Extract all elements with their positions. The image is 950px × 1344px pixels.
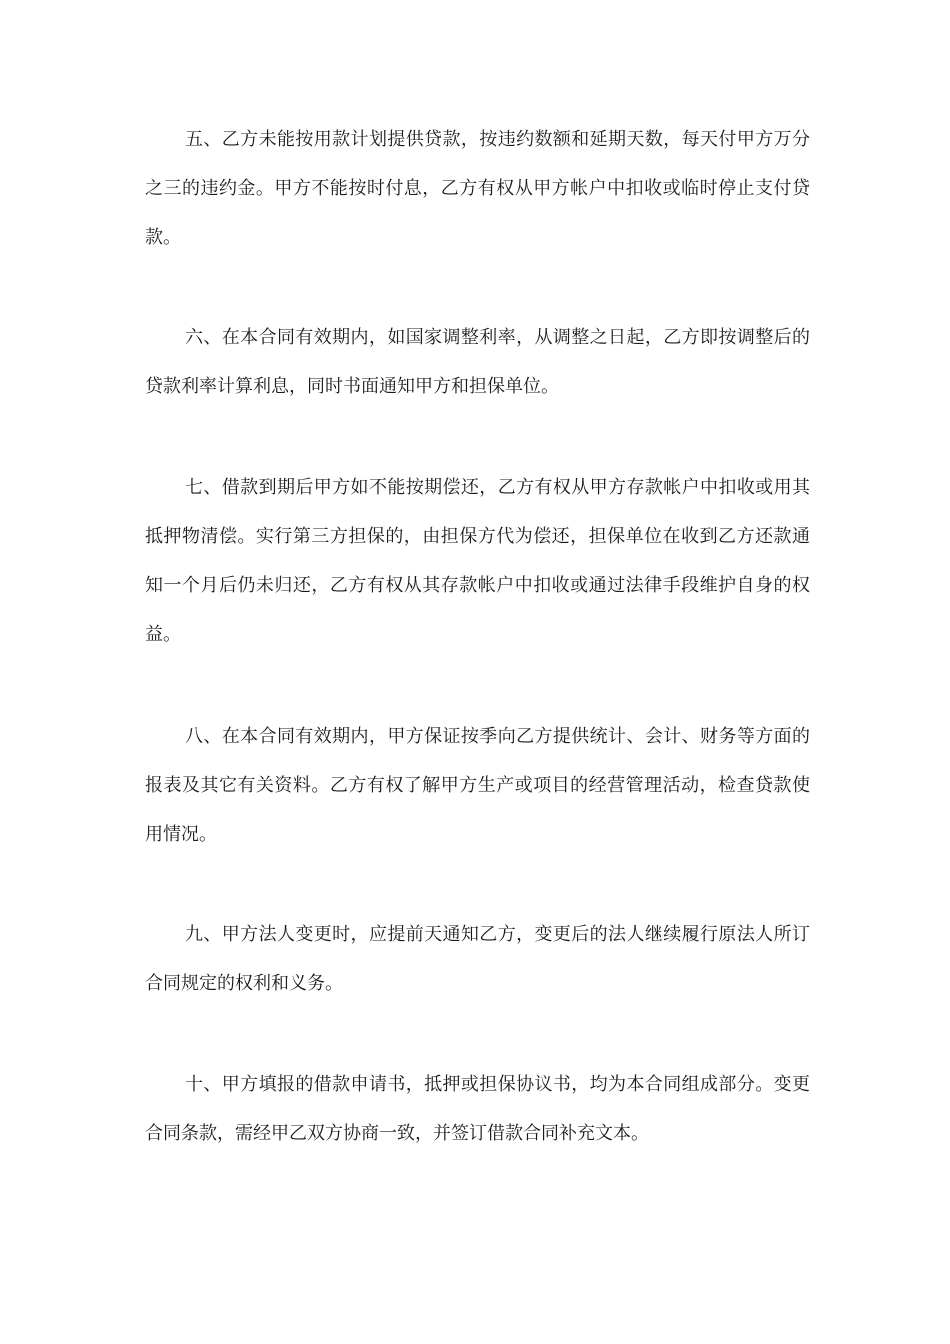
clause-7-paragraph: 七、借款到期后甲方如不能按期偿还，乙方有权从甲方存款帐户中扣收或用其抵押物清偿。实行第三方担保的，由担保方代为偿还，担保单位在收到乙方还款通知一个月后仍未归还，乙方有权从其存款帐户中扣收或通过法律手段维护自身的权益。: [145, 477, 810, 645]
clause-5-paragraph: 五、乙方未能按用款计划提供贷款，按违约数额和延期天数，每天付甲方万分之三的违约金。甲方不能按时付息，乙方有权从甲方帐户中扣收或临时停止支付贷款。: [145, 129, 810, 248]
clause-10-paragraph: 十、甲方填报的借款申请书，抵押或担保协议书，均为本合同组成部分。变更合同条款，需经甲乙双方协商一致，并签订借款合同补充文本。: [145, 1074, 810, 1144]
clause-6-paragraph: 六、在本合同有效期内，如国家调整利率，从调整之日起，乙方即按调整后的贷款利率计算利息，同时书面通知甲方和担保单位。: [145, 327, 810, 397]
clause-8-paragraph: 八、在本合同有效期内，甲方保证按季向乙方提供统计、会计、财务等方面的报表及其它有关资料。乙方有权了解甲方生产或项目的经营管理活动，检查贷款使用情况。: [145, 726, 810, 845]
clause-9-paragraph: 九、甲方法人变更时，应提前天通知乙方，变更后的法人继续履行原法人所订合同规定的权利和义务。: [145, 924, 810, 994]
